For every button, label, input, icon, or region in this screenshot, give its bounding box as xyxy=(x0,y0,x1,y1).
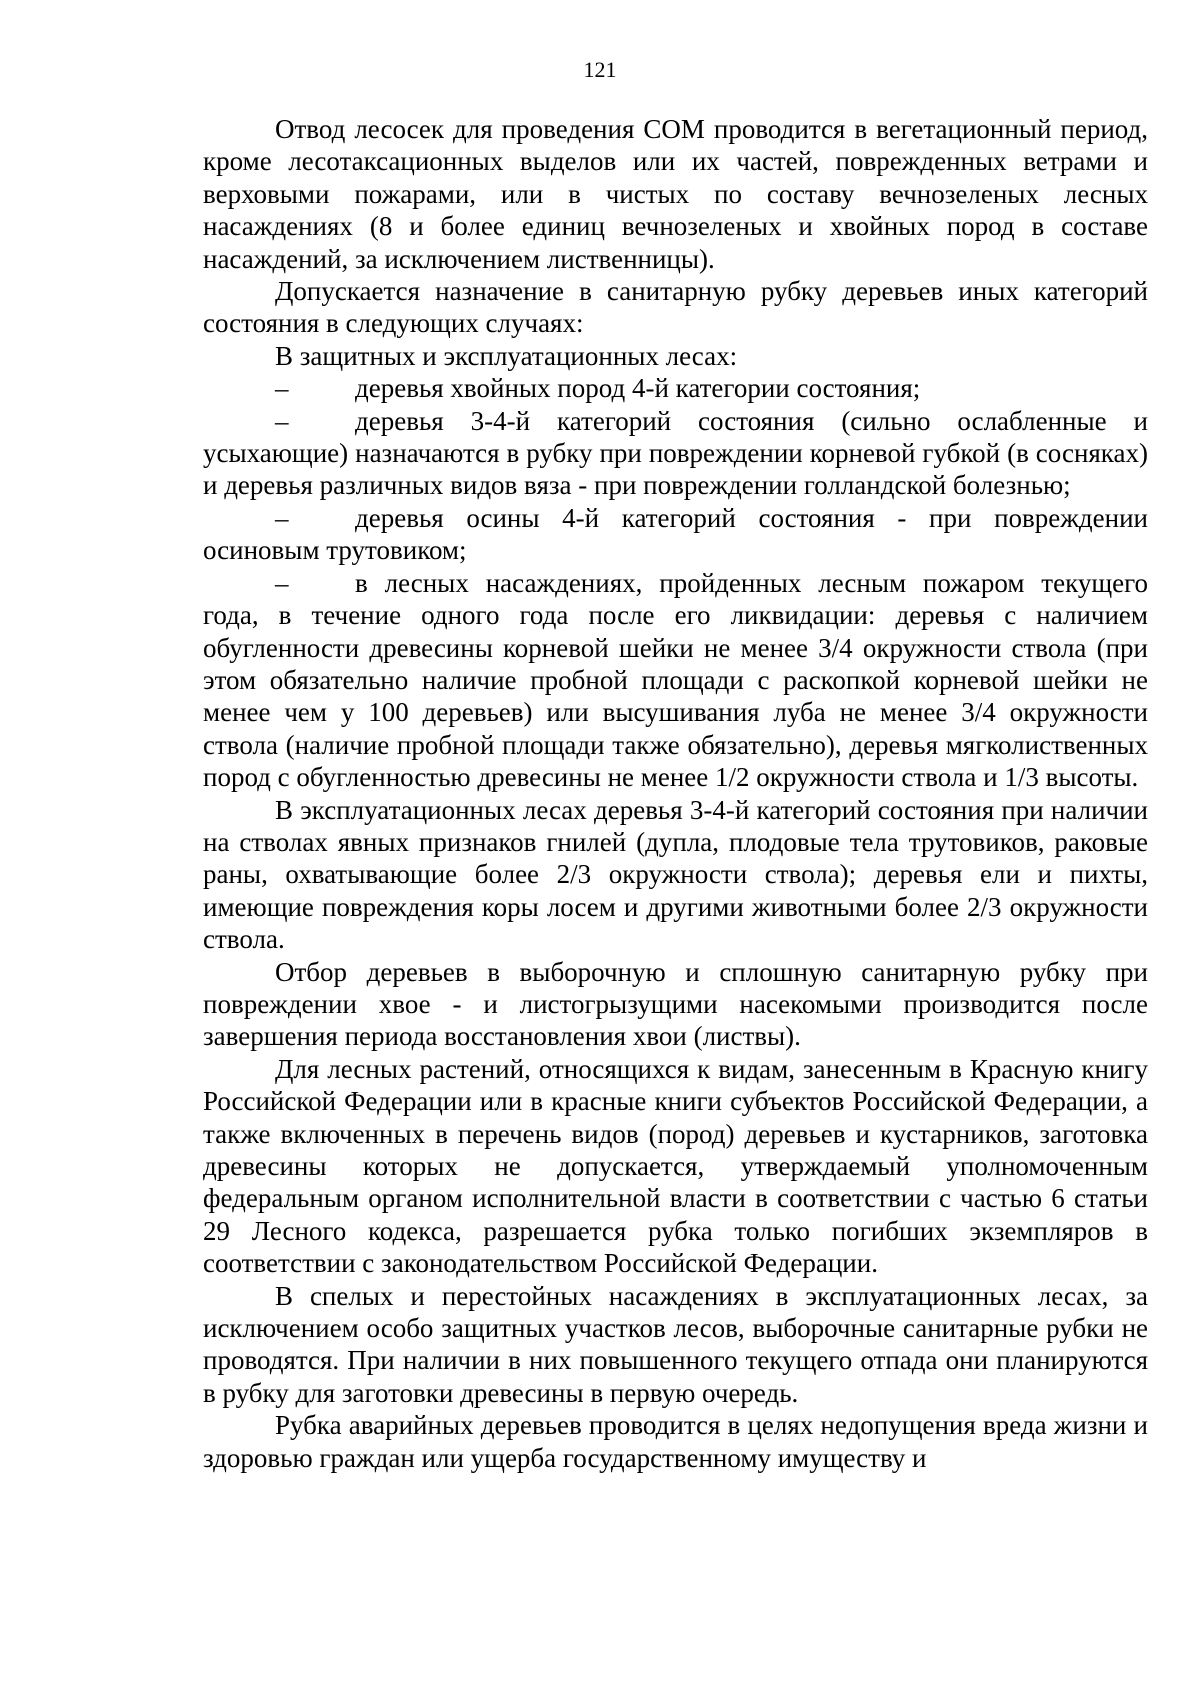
list-item-text: деревья осины 4-й категорий состояния - при повреждении осиновым трутовиком; xyxy=(203,502,1148,566)
paragraph: Отбор деревьев в выборочную и сплошную санитарную рубку при повреждении хвое - и листогрызущими насекомыми производится после завершения периода восстановления хвои (листвы). xyxy=(203,956,1148,1052)
dash-list-item xyxy=(203,405,1148,502)
paragraph: В эксплуатационных лесах деревья 3-4-й категорий состояния при наличии на стволах явных признаков гнилей (дупла, плодовые тела трутовиков, раковые раны, охватывающие более 2/3 окружности ствола); деревья ели и пихты, имеющие повреждения коры лосем и другими животными более 2/3 окружности ствола. xyxy=(203,794,1148,955)
paragraph: Рубка аварийных деревьев проводится в целях недопущения вреда жизни и здоровью граждан или ущерба государственному имуществу и xyxy=(203,1410,1148,1473)
list-item-text: в лесных насаждениях, пройденных лесным пожаром текущего года, в течение одного года после его ликвидации: деревья с наличием обугленности древесины корневой шейки не менее 3/4 окружности ствола (при этом обязательно наличие пробной площади с раскопкой корневой шейки не менее чем у 100 деревьев) или высушивания луба не менее 3/4 окружности ствола (наличие пробной площади также обязательно), деревья мягколиственных пород с обугленностью древесины не менее 1/2 окружности ствола и 1/3 высоты. xyxy=(203,567,1148,793)
list-item-text: деревья хвойных пород 4-й категории состояния; xyxy=(355,373,921,404)
dash-marker: – xyxy=(275,405,289,436)
dash-list-item xyxy=(203,567,1148,794)
list-item-text: деревья 3-4-й категорий состояния (сильно ослабленные и усыхающие) назначаются в рубку при повреждении корневой губкой (в сосняках) и деревья различных видов вяза - при повреждении голландской болезнью; xyxy=(203,405,1148,501)
dash-marker: – xyxy=(275,567,289,598)
page-number: 121 xyxy=(583,57,617,82)
paragraph: В защитных и эксплуатационных лесах: xyxy=(275,340,738,371)
paragraph: Для лесных растений, относящихся к видам, занесенным в Красную книгу Российской Федерации или в красные книги субъектов Российской Федерации, а также включенных в перечень видов (пород) деревьев и кустарников, заготовка древесины которых не допускается, утверждаемый уполномоченным федеральным органом исполнительной власти в соответствии с частью 6 статьи 29 Лесного кодекса, разрешается рубка только погибших экземпляров в соответствии с законодательством Российской Федерации. xyxy=(203,1053,1148,1279)
dash-marker: – xyxy=(275,502,289,533)
dash-list-item xyxy=(203,372,1148,404)
paragraph: Отвод лесосек для проведения СОМ проводится в вегетационный период, кроме лесотаксационных выделов или их частей, поврежденных ветрами и верховыми пожарами, или в чистых по составу вечнозеленых лесных насаждениях (8 и более единиц вечнозеленых и хвойных пород в составе насаждений, за исключением лиственницы). xyxy=(203,114,1148,274)
dash-list-item xyxy=(203,502,1148,567)
body-text xyxy=(203,113,1148,1474)
paragraph: В спелых и перестойных насаждениях в эксплуатационных лесах, за исключением особо защитных участков лесов, выборочные санитарные рубки не проводятся. При наличии в них повышенного текущего отпада они планируются в рубку для заготовки древесины в первую очередь. xyxy=(203,1280,1148,1408)
dash-marker: – xyxy=(275,373,289,404)
paragraph: Допускается назначение в санитарную рубку деревьев иных категорий состояния в следующих случаях: xyxy=(203,276,1148,339)
